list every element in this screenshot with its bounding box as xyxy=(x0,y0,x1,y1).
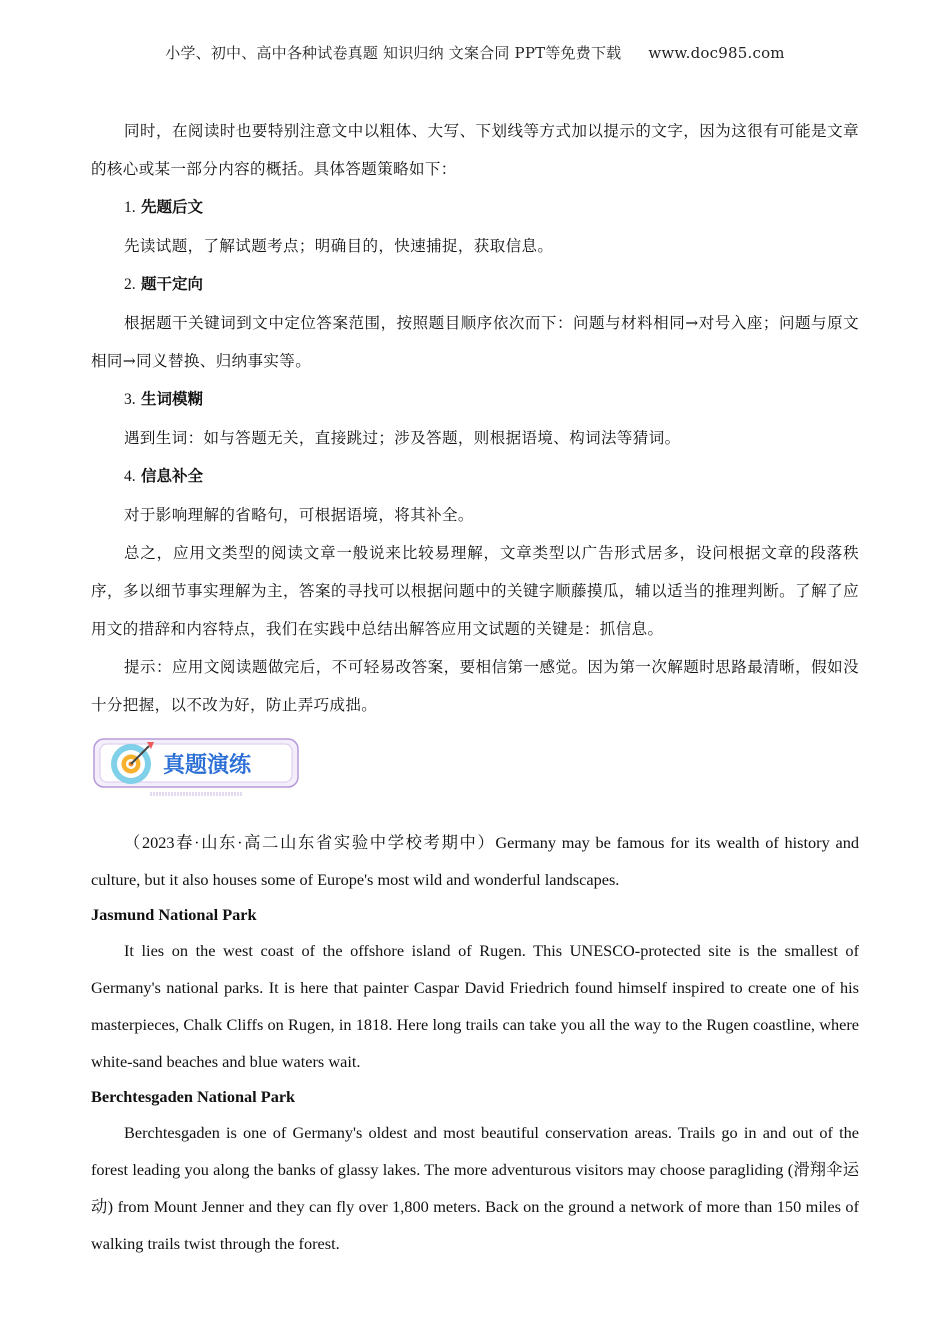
practice-banner-graphic xyxy=(91,736,301,798)
strategy-body-2: 根据题干关键词到文中定位答案范围，按照题目顺序依次而下：问题与材料相同→对号入座；问题与原文相同→同义替换、归纳事实等。 xyxy=(91,314,859,370)
tip-paragraph: 提示：应用文阅读题做完后，不可轻易改答案，要相信第一感觉。因为第一次解题时思路最清晰，假如没十分把握，以不改为好，防止弄巧成拙。 xyxy=(91,658,859,714)
strategy-body-3: 遇到生词：如与答题无关，直接跳过；涉及答题，则根据语境、构词法等猜词。 xyxy=(124,429,681,447)
header-text: 小学、初中、高中各种试卷真题 知识归纳 文案合同 PPT等免费下载 xyxy=(165,44,622,62)
passage-intro-text: Germany may be famous for its wealth of history and culture, but it also houses some of Europe's most wild and wonderful landscapes. xyxy=(91,833,859,889)
summary-paragraph: 总之，应用文类型的阅读文章一般说来比较易理解，文章类型以广告形式居多，设问根据文章的段落秩序，多以细节事实理解为主，答案的寻找可以根据问题中的关键字顺藤摸瓜，辅以适当的推理判断。了解了应用文的措辞和内容特点，我们在实践中总结出解答应用文试题的关键是：抓信息。 xyxy=(91,544,859,638)
strategy-body-4: 对于影响理解的省略句，可根据语境，将其补全。 xyxy=(124,506,474,524)
passage-intro xyxy=(91,824,859,898)
strategy-heading-3: 3. 生词模糊 xyxy=(124,390,204,408)
strategy-heading-2: 2. 题干定向 xyxy=(124,275,204,293)
page-header xyxy=(0,42,950,63)
header-site: www.doc985.com xyxy=(648,44,785,62)
strategy-body-1: 先读试题，了解试题考点；明确目的，快速捕捉，获取信息。 xyxy=(124,237,554,255)
section-title-berchtesgaden: Berchtesgaden National Park xyxy=(91,1087,296,1106)
banner-label: 真题演练 xyxy=(163,753,252,778)
intro-paragraph: 同时，在阅读时也要特别注意文中以粗体、大写、下划线等方式加以提示的文字，因为这很有可能是文章的核心或某一部分内容的概括。具体答题策略如下： xyxy=(91,122,859,178)
passage-source: （2023春·山东·高二山东省实验中学校考期中） xyxy=(124,833,496,852)
strategy-heading-1: 1. 先题后文 xyxy=(124,198,204,216)
section-title-jasmund: Jasmund National Park xyxy=(91,905,257,924)
section-body-jasmund: It lies on the west coast of the offshore island of Rugen. This UNESCO-protected site is the smallest of Germany's national parks. It is here that painter Caspar David Friedrich found himself inspired to create one of his masterpieces, Chalk Cliffs on Rugen, in 1818. Here long trails can take you all the way to the Rugen coastline, where white-sand beaches and blue waters wait. xyxy=(91,941,859,1071)
section-body-berchtesgaden: Berchtesgaden is one of Germany's oldest and most beautiful conservation areas. Trails go in and out of the forest leading you along the banks of glassy lakes. The more adventurous visitors may choose paragliding (滑翔伞运动) from Mount Jenner and they can fly over 1,800 meters. Back on the ground a network of more than 150 miles of walking trails twist through the forest. xyxy=(91,1123,859,1253)
document-body xyxy=(91,112,859,1262)
practice-banner xyxy=(91,736,301,798)
strategy-heading-4: 4. 信息补全 xyxy=(124,467,204,485)
banner-stripes xyxy=(151,792,241,796)
